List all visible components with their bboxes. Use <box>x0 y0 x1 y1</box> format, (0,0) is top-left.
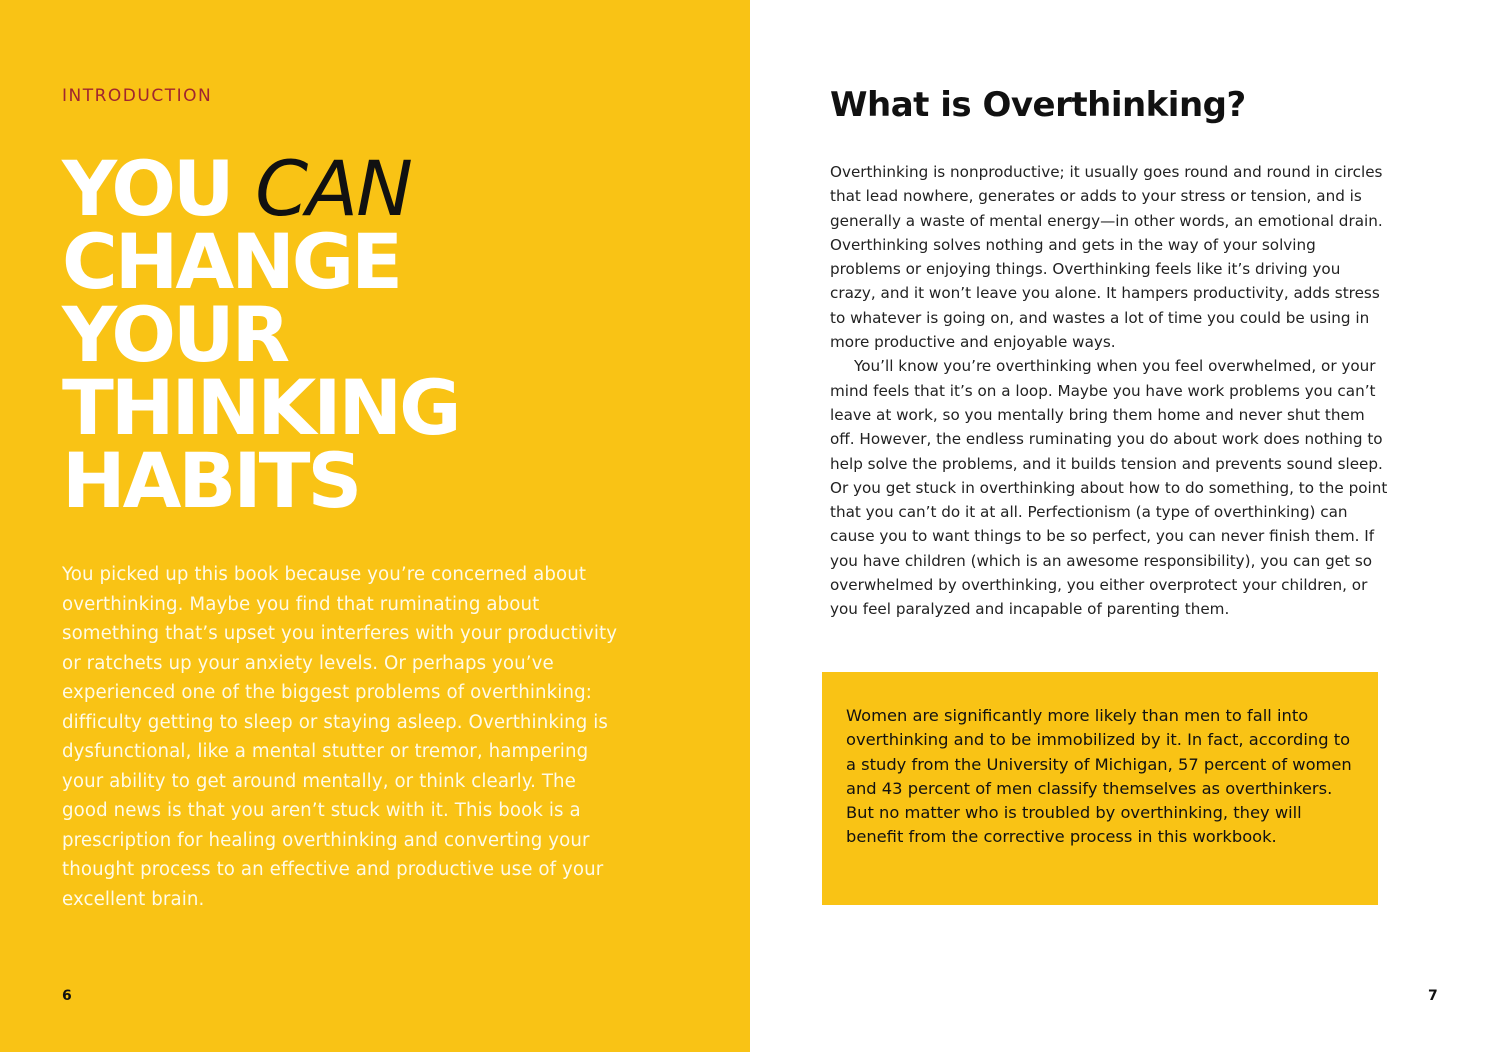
body-text <box>830 160 1390 622</box>
title-word-can: CAN <box>255 144 412 233</box>
section-label: INTRODUCTION <box>62 86 213 106</box>
title-line-1 <box>62 144 459 233</box>
chapter-title <box>62 144 459 525</box>
page-number-left: 6 <box>62 988 72 1004</box>
right-page <box>750 0 1500 1052</box>
title-line-5: HABITS <box>62 436 360 525</box>
section-heading: What is Overthinking? <box>830 85 1246 125</box>
body-paragraph-1: Overthinking is nonproductive; it usually goes round and round in circles that lead nowhere, generates or adds to your stress or tension, and is generally a waste of mental energy—in other words, an emotional drain. Overthinking solves nothing and gets in the way of your solving problems or enjoying things. Overthinking feels like it’s driving you crazy, and it won’t leave you alone. It hampers productivity, adds stress to whatever is going on, and wastes a lot of time you could be using in more productive and enjoyable ways. <box>830 163 1383 352</box>
intro-paragraph: You picked up this book because you’re concerned about overthinking. Maybe you find that ruminating about something that’s upset you interferes with your productivity or ratchets up your anxiety levels. Or perhaps you’ve experienced one of the biggest problems of overthinking: difficulty getting to sleep or staying asleep. Overthinking is dysfunctional, like a mental stutter or tremor, hampering your ability to get around mentally, or think clearly. The good news is that you aren’t stuck with it. This book is a prescription for healing overthinking and converting your thought process to an effective and productive use of your excellent brain. <box>62 564 618 910</box>
callout-text: Women are significantly more likely than men to fall into overthinking and to be immobilized by it. In fact, according to a study from the University of Michigan, 57 percent of women and 43 percent of men classify themselves as overthinkers. But no matter who is troubled by overthinking, they will benefit from the corrective process in this workbook. <box>846 706 1352 847</box>
body-paragraph-2: You’ll know you’re overthinking when you feel overwhelmed, or your mind feels that it’s on a loop. Maybe you have work problems you can’t leave at work, so you mentally bring them home and never shut them off. However, the endless ruminating you do about work does nothing to help solve the problems, and it builds tension and prevents sound sleep. Or you get stuck in overthinking about how to do something, to the point that you can’t do it at all. Perfectionism (a type of overthinking) can cause you to want things to be so perfect, you can never finish them. If you have children (which is an awesome responsibility), you can get so overwhelmed by overthinking, you either overprotect your children, or you feel paralyzed and incapable of parenting them. <box>830 357 1388 619</box>
title-line-3: YOUR <box>62 290 288 379</box>
title-word-you: YOU <box>62 144 256 233</box>
title-line-2: CHANGE <box>62 217 401 306</box>
callout-box <box>822 672 1378 905</box>
title-line-4: THINKING <box>62 363 459 452</box>
page-number-right: 7 <box>1428 988 1438 1004</box>
